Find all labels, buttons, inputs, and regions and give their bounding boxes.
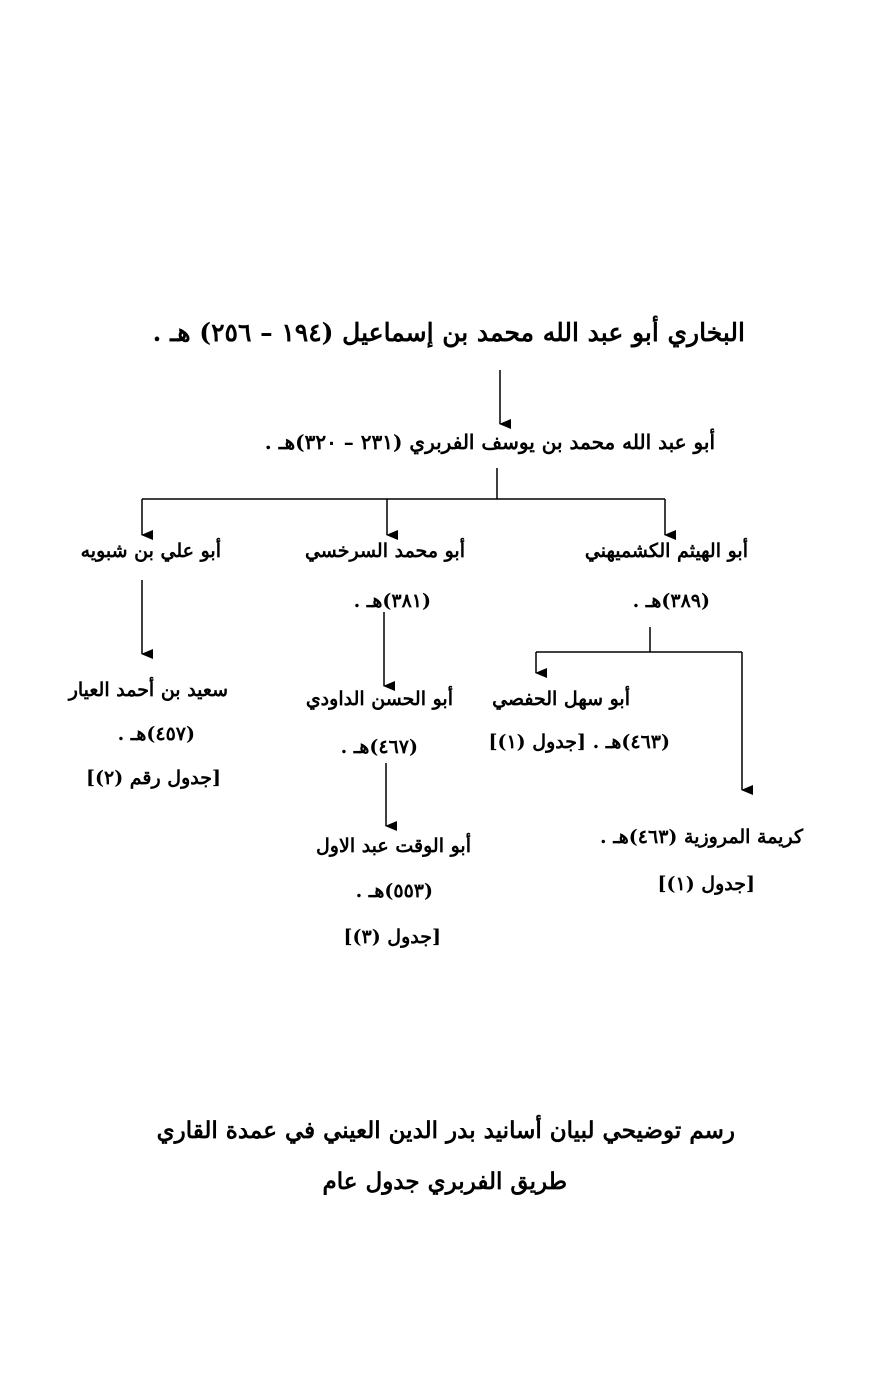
caption-line-2: طريق الفربري جدول عام (322, 1168, 567, 1195)
node-shabbuyah-name: أبو علي بن شبويه (80, 540, 221, 562)
node-kushmihani-date: (٣٨٩)هـ . (632, 590, 710, 612)
node-kushmihani-name: أبو الهيثم الكشميهني (584, 540, 748, 562)
node-sarakhsi-date: (٣٨١)هـ . (353, 590, 431, 612)
node-hafsi-name: أبو سهل الحفصي (492, 688, 630, 710)
node-abulwaqt-name: أبو الوقت عبد الاول (316, 835, 471, 857)
node-dawudi-date: (٤٦٧)هـ . (340, 736, 418, 758)
node-ayyar-date: (٤٥٧)هـ . (117, 723, 195, 745)
node-karima-name: كريمة المروزية (٤٦٣)هـ . (599, 826, 803, 848)
node-abulwaqt-ref: [جدول (٣)] (343, 926, 441, 948)
node-hafsi-date: (٤٦٣)هـ . [جدول (١)] (488, 731, 670, 753)
node-farabri: أبو عبد الله محمد بن يوسف الفربري (٢٣١ – ٣٢٠)هـ . (264, 430, 715, 454)
node-abulwaqt-date: (٥٥٣)هـ . (355, 880, 433, 902)
node-sarakhsi-name: أبو محمد السرخسي (304, 540, 465, 562)
node-ayyar-name: سعيد بن أحمد العيار (68, 679, 228, 701)
node-karima-ref: [جدول (١)] (657, 873, 755, 895)
node-ayyar-ref: [جدول رقم (٢)] (85, 767, 221, 789)
node-dawudi-name: أبو الحسن الداودي (305, 688, 453, 710)
caption-line-1: رسم توضيحي لبيان أسانيد بدر الدين العيني في عمدة القاري (156, 1117, 735, 1144)
node-bukhari: البخاري أبو عبد الله محمد بن إسماعيل (١٩٤ – ٢٥٦) هـ . (152, 318, 745, 347)
